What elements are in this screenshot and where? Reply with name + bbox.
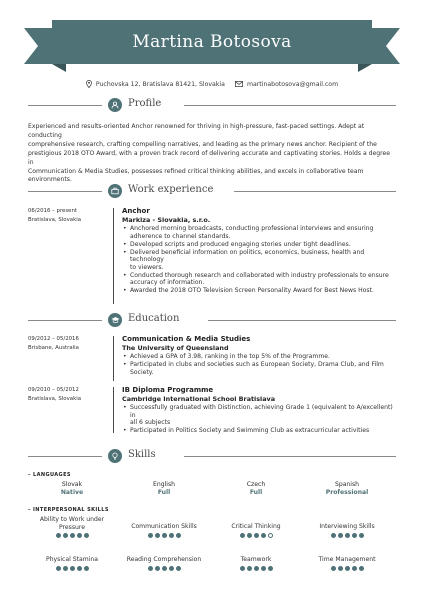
rating-dot (268, 566, 273, 571)
timeline-divider (113, 336, 114, 381)
section-title-experience: Work experience (128, 184, 214, 195)
skill-name: Ability to Work under (39, 516, 105, 523)
rating-dot (70, 533, 75, 538)
rating-dot (162, 533, 167, 538)
rating-dot (63, 566, 68, 571)
school-name: The University of Queensland (122, 344, 229, 352)
rating-dot (345, 566, 350, 571)
candidate-name: Martina Botosova (132, 32, 292, 52)
address-text: Puchovska 12, Bratislava 81421, Slovakia (95, 80, 225, 88)
language-item (124, 481, 204, 497)
address-item (86, 80, 225, 88)
skill-rating (211, 533, 301, 538)
rating-dot (77, 533, 82, 538)
education-entry-2 (122, 386, 396, 435)
skill-rating (302, 566, 392, 571)
experience-bullets (122, 225, 396, 295)
rating-dot (247, 533, 252, 538)
rating-dot (240, 566, 245, 571)
timeline-divider (113, 208, 114, 304)
skill-item (119, 523, 209, 538)
entry-location: Bratislava, Slovakia (28, 217, 81, 223)
rating-dot (331, 566, 336, 571)
skill-rating (119, 566, 209, 571)
section-header-education (28, 313, 396, 327)
rating-dot (261, 566, 266, 571)
list-item: • Achieved a GPA of 3.98, ranking in the top 5% of the Programme. (122, 353, 396, 361)
email-text[interactable]: martinabotosova@gmail.com (246, 80, 339, 88)
email-item[interactable] (235, 80, 338, 88)
rating-dot (359, 566, 364, 571)
graduation-cap-icon (108, 313, 122, 327)
rating-dot (169, 533, 174, 538)
rating-dot (359, 533, 364, 538)
list-item: • Successfully graduated with Distinction, achieving Grade 1 (equivalent to A/excellent) in all 6 subjects (122, 404, 396, 427)
profile-line: Communication & Media Studies, possesses refined critical thinking abilities, and excels in collaborative team (28, 167, 364, 175)
rating-dot (268, 533, 273, 538)
section-header-experience (28, 184, 396, 198)
language-name: Czech (246, 481, 266, 488)
rating-dot (338, 566, 343, 571)
list-item: • Awarded the 2018 OTO Television Screen Personality Award for Best News Host. (122, 287, 396, 295)
entry-location: Bratislava, Slovakia (28, 396, 81, 402)
language-level: Full (157, 489, 171, 496)
employer: Markiza - Slovakia, s.r.o. (122, 216, 211, 224)
header-ribbon (0, 18, 424, 74)
list-item: • Anchored morning broadcasts, conducting professional interviews and ensuring adherence to channel standards. (122, 225, 396, 240)
skill-item (211, 523, 301, 538)
rating-dot (345, 533, 350, 538)
skill-item (27, 556, 117, 571)
section-header-skills (28, 449, 396, 463)
rating-dot (155, 566, 160, 571)
rating-dot (148, 566, 153, 571)
contact-row (0, 80, 424, 88)
timeline-divider (113, 387, 114, 433)
user-icon (108, 98, 122, 112)
section-title-skills: Skills (128, 449, 156, 460)
lightbulb-icon (108, 449, 122, 463)
skill-name: Pressure (58, 523, 86, 531)
interpersonal-label: – INTERPERSONAL SKILLS (28, 507, 109, 513)
skill-name: Physical Stamina (46, 556, 98, 563)
job-title: Anchor (122, 207, 150, 215)
rating-dot (261, 533, 266, 538)
list-item: • Delivered beneficial information on politics, economics, business, health and technology to viewers. (122, 249, 396, 272)
education-bullets (122, 404, 396, 435)
rating-dot (84, 566, 89, 571)
rating-dot (240, 533, 245, 538)
rating-dot (56, 566, 61, 571)
skill-rating (27, 566, 117, 571)
rating-dot (352, 566, 357, 571)
rating-dot (162, 566, 167, 571)
skill-name: Communication Skills (131, 523, 197, 530)
skill-rating (27, 533, 117, 538)
skill-item (119, 556, 209, 571)
profile-line: Experienced and results-oriented Anchor renowned for thriving in high-pressure, fast-paced settings. Adept at conducting (28, 123, 365, 139)
list-item: • Participated in Politics Society and Swimming Club as extracurricular activities (122, 427, 396, 435)
list-item: • Participated in clubs and societies such as European Society, Drama Club, and Film Society. (122, 361, 396, 376)
list-item: • Developed scripts and produced engaging stories under tight deadlines. (122, 241, 396, 249)
education-dates-2 (28, 386, 81, 404)
rating-dot (84, 533, 89, 538)
experience-dates (28, 207, 81, 225)
profile-line: prestigious 2018 OTO Award, with a proven track record of delivering accurate and captivating stories. Holds a degree in (28, 149, 390, 166)
skill-rating (119, 533, 209, 538)
entry-date: 06/2016 – present (28, 208, 78, 214)
rating-dot (148, 533, 153, 538)
skill-rating (302, 533, 392, 538)
rating-dot (352, 533, 357, 538)
language-item (216, 481, 296, 497)
language-level: Full (249, 489, 263, 496)
section-title-profile: Profile (128, 98, 162, 109)
education-bullets (122, 353, 396, 376)
section-header-profile (28, 98, 396, 112)
rating-dot (338, 533, 343, 538)
rating-dot (254, 566, 259, 571)
skill-item (302, 523, 392, 538)
skill-rating (211, 566, 301, 571)
section-title-education: Education (128, 313, 180, 324)
skill-name: Reading Comprehension (126, 556, 202, 563)
language-name: Spanish (334, 481, 360, 488)
list-item: • Conducted thorough research and collaborated with industry professionals to ensure accuracy of information. (122, 272, 396, 287)
rating-dot (77, 566, 82, 571)
rating-dot (63, 533, 68, 538)
rating-dot (155, 533, 160, 538)
language-item (32, 481, 112, 497)
school-name: Cambridge International School Bratislava (122, 395, 276, 403)
rating-dot (247, 566, 252, 571)
skill-name: Time Management (318, 556, 376, 563)
skill-name: Interviewing Skills (319, 523, 375, 530)
language-name: Slovak (61, 481, 83, 488)
degree-title: IB Diploma Programme (122, 386, 214, 394)
rating-dot (176, 533, 181, 538)
rating-dot (254, 533, 259, 538)
skill-item (27, 516, 117, 538)
language-level: Native (60, 489, 84, 496)
rating-dot (176, 566, 181, 571)
rating-dot (169, 566, 174, 571)
languages-label: – LANGUAGES (28, 472, 71, 478)
profile-line: comprehensive research, crafting compelling narratives, and leading as the primary news anchor. Recipient of the (28, 140, 377, 148)
language-level: Professional (325, 489, 369, 496)
briefcase-icon (108, 184, 122, 198)
entry-date: 09/2010 – 05/2012 (28, 387, 79, 393)
skill-name: Teamwork (240, 556, 272, 563)
entry-location: Brisbane, Australia (28, 345, 79, 351)
experience-entry (122, 207, 396, 295)
profile-line: environments. (28, 176, 72, 184)
location-pin-icon (86, 80, 92, 88)
language-item (307, 481, 387, 497)
rating-dot (56, 533, 61, 538)
skill-item (302, 556, 392, 571)
education-dates-1 (28, 335, 79, 353)
language-name: English (152, 481, 175, 488)
rating-dot (331, 533, 336, 538)
envelope-icon (235, 81, 243, 87)
entry-date: 09/2012 – 05/2016 (28, 336, 79, 342)
degree-title: Communication & Media Studies (122, 335, 251, 343)
profile-summary (28, 123, 396, 185)
skill-item (211, 556, 301, 571)
skill-name: Critical Thinking (231, 523, 281, 530)
rating-dot (70, 566, 75, 571)
education-entry-1 (122, 335, 396, 377)
